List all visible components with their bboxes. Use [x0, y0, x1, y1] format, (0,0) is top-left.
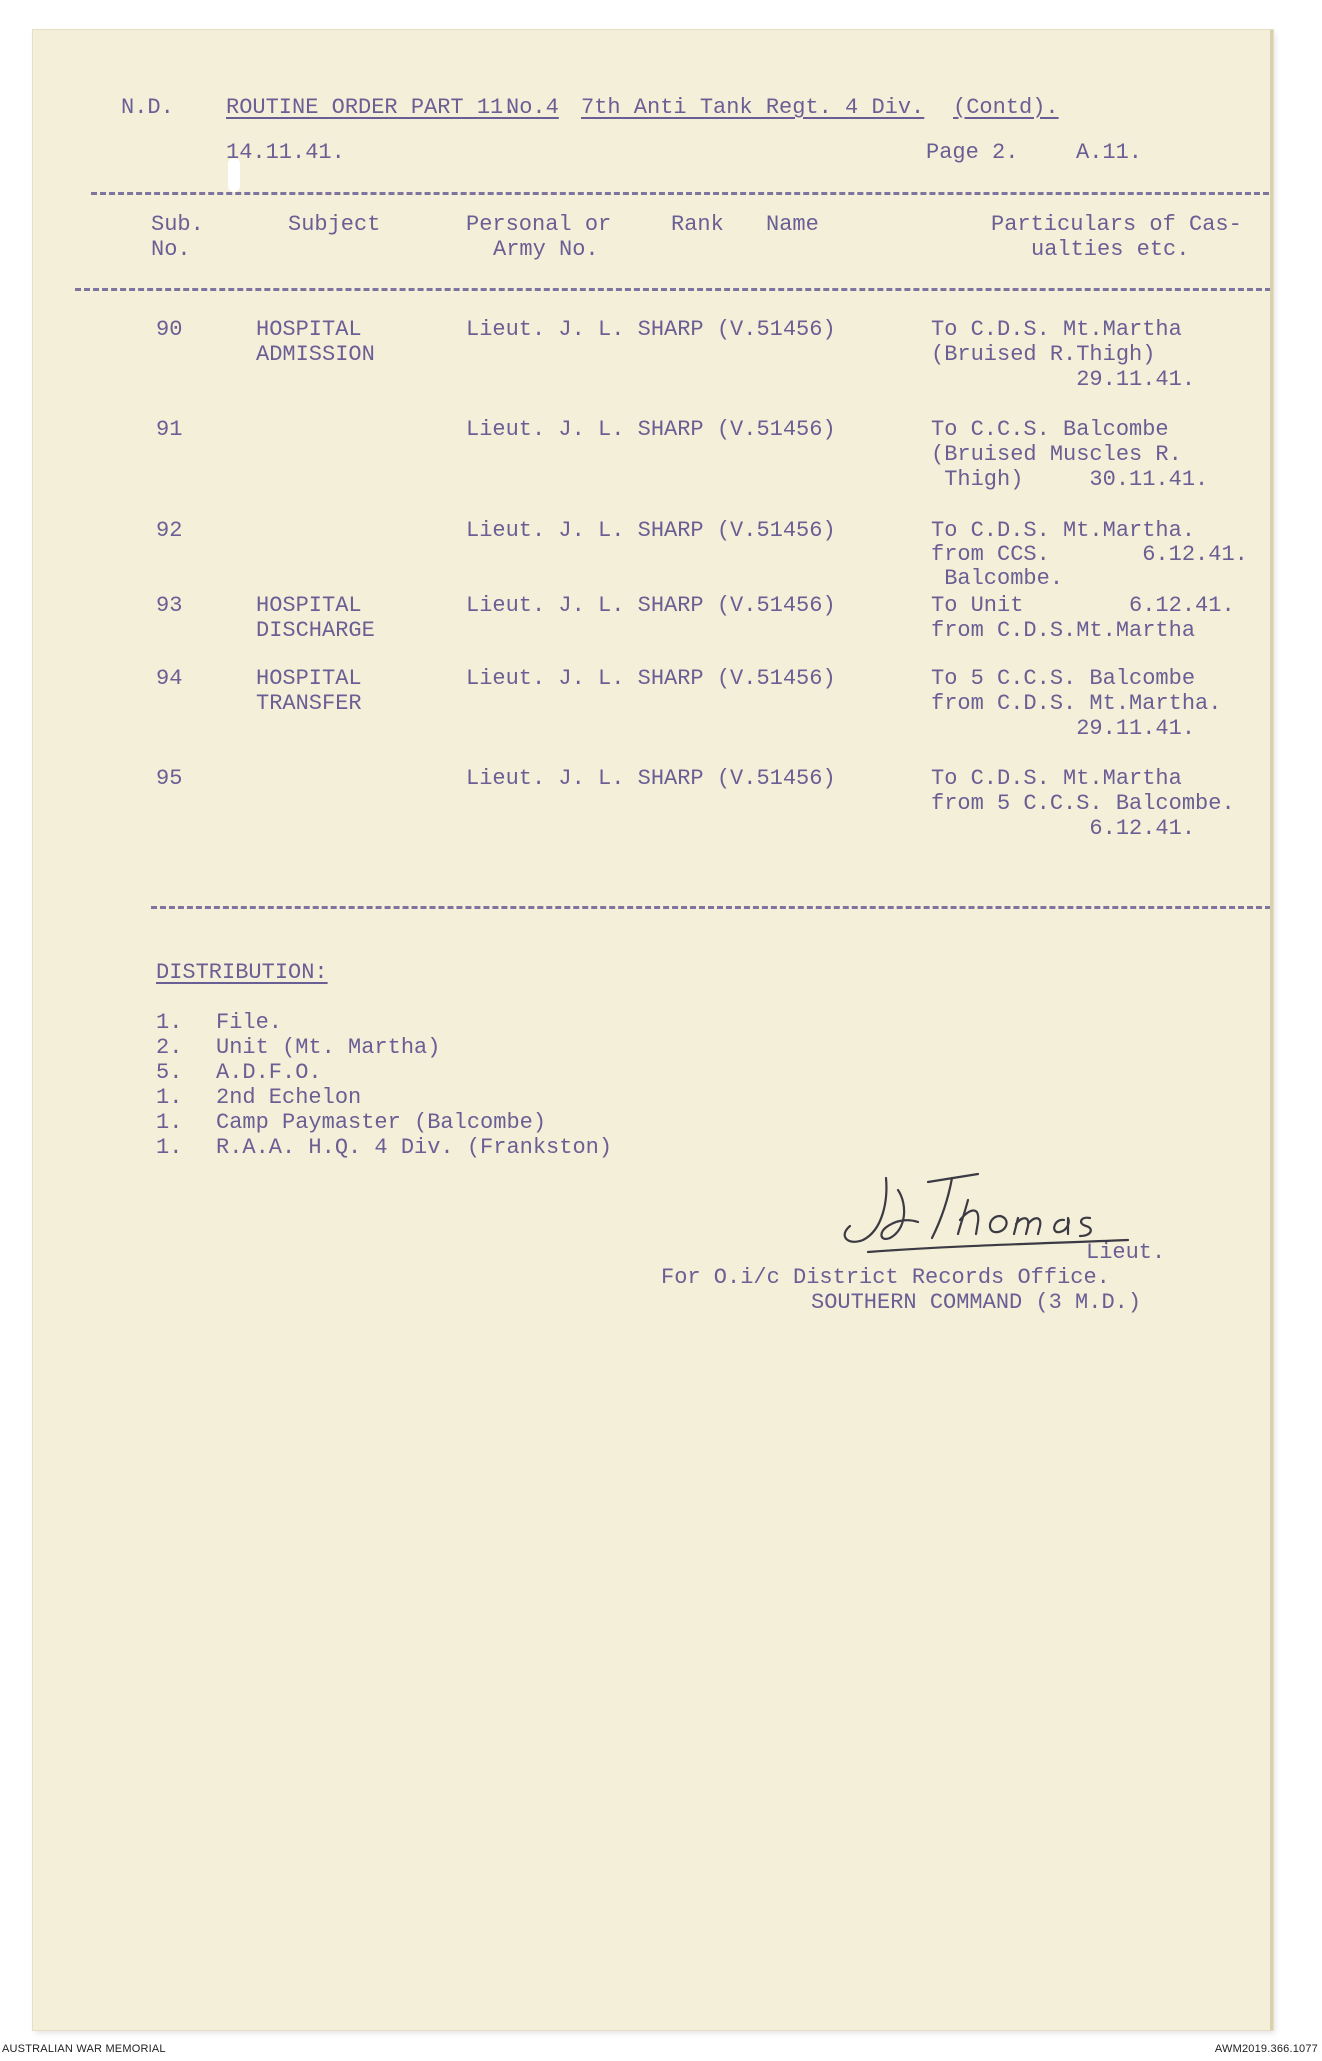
row-subject-line1: HOSPITAL: [256, 593, 362, 618]
row-person: Lieut. J. L. SHARP (V.51456): [466, 593, 836, 618]
row-person: Lieut. J. L. SHARP (V.51456): [466, 518, 836, 543]
footer-institution: AUSTRALIAN WAR MEMORIAL: [2, 2043, 166, 2055]
col-sub-no-2: No.: [151, 237, 191, 262]
row-particulars-line1: To C.D.S. Mt.Martha: [931, 766, 1182, 791]
row-number: 91: [156, 417, 183, 442]
header-page: Page 2.: [926, 140, 1019, 165]
row-particulars-line2: from C.D.S. Mt.Martha.: [931, 691, 1222, 716]
col-name: Name: [766, 212, 819, 237]
row-subject-line2: DISCHARGE: [256, 618, 375, 643]
col-sub-no-1: Sub.: [151, 212, 204, 237]
row-particulars-line1: To C.C.S. Balcombe: [931, 417, 1169, 442]
header-unit: 7th Anti Tank Regt. 4 Div.: [581, 95, 925, 120]
row-person: Lieut. J. L. SHARP (V.51456): [466, 766, 836, 791]
distribution-recipient: File.: [216, 1010, 283, 1035]
row-person: Lieut. J. L. SHARP (V.51456): [466, 666, 836, 691]
distribution-qty: 1.: [156, 1135, 183, 1160]
row-number: 92: [156, 518, 183, 543]
row-particulars-line3: Balcombe.: [931, 566, 1064, 591]
header-contd: (Contd).: [953, 95, 1059, 120]
footer-accession-number: AWM2019.366.1077: [1214, 2043, 1318, 2055]
col-personal-2: Army No.: [493, 237, 599, 262]
row-particulars-line1: To Unit 6.12.41.: [931, 593, 1235, 618]
distribution-qty: 1.: [156, 1085, 183, 1110]
distribution-recipient: A.D.F.O.: [216, 1060, 322, 1085]
row-number: 95: [156, 766, 183, 791]
distribution-qty: 1.: [156, 1010, 183, 1035]
signatory-office: For O.i/c District Records Office.: [661, 1265, 1110, 1290]
table-end-rule: [151, 906, 1271, 909]
row-subject-line1: HOSPITAL: [256, 666, 362, 691]
header-title: ROUTINE ORDER PART 11.: [226, 95, 517, 120]
row-particulars-line2: from 5 C.C.S. Balcombe.: [931, 791, 1235, 816]
distribution-recipient: 2nd Echelon: [216, 1085, 362, 1110]
distribution-recipient: Camp Paymaster (Balcombe): [216, 1110, 547, 1135]
row-number: 93: [156, 593, 183, 618]
col-particulars-1: Particulars of Cas-: [991, 212, 1242, 237]
col-particulars-2: ualties etc.: [1031, 237, 1190, 262]
row-person: Lieut. J. L. SHARP (V.51456): [466, 417, 836, 442]
distribution-qty: 1.: [156, 1110, 183, 1135]
col-subject: Subject: [288, 212, 381, 237]
document-sheet: [33, 30, 1273, 2030]
distribution-qty: 2.: [156, 1035, 183, 1060]
row-subject-line2: TRANSFER: [256, 691, 362, 716]
row-particulars-line2: (Bruised R.Thigh): [931, 342, 1156, 367]
row-particulars-line2: from C.D.S.Mt.Martha: [931, 618, 1196, 643]
row-particulars-line1: To C.D.S. Mt.Martha: [931, 317, 1182, 342]
row-particulars-line2: from CCS. 6.12.41.: [931, 542, 1248, 567]
col-rank: Rank: [671, 212, 724, 237]
header-order-no: No.4: [506, 95, 559, 120]
row-particulars-line3: 29.11.41.: [931, 367, 1196, 392]
col-personal-1: Personal or: [466, 212, 612, 237]
row-number: 90: [156, 317, 183, 342]
distribution-qty: 5.: [156, 1060, 183, 1085]
signatory-rank: Lieut.: [1086, 1240, 1166, 1265]
distribution-heading: DISTRIBUTION:: [156, 960, 328, 985]
row-particulars-line2: (Bruised Muscles R.: [931, 442, 1182, 467]
row-particulars-line1: To 5 C.C.S. Balcombe: [931, 666, 1196, 691]
row-subject-line2: ADMISSION: [256, 342, 375, 367]
header-ref: A.11.: [1076, 140, 1143, 165]
signatory-command: SOUTHERN COMMAND (3 M.D.): [811, 1290, 1142, 1315]
column-header-rule: [75, 288, 1271, 291]
header-date: 14.11.41.: [226, 140, 345, 165]
header-nd: N.D.: [121, 95, 174, 120]
row-particulars-line3: 6.12.41.: [931, 816, 1196, 841]
row-number: 94: [156, 666, 183, 691]
row-particulars-line3: Thigh) 30.11.41.: [931, 467, 1209, 492]
row-particulars-line3: 29.11.41.: [931, 716, 1196, 741]
header-rule: [91, 192, 1269, 195]
row-subject-line1: HOSPITAL: [256, 317, 362, 342]
row-particulars-line1: To C.D.S. Mt.Martha.: [931, 518, 1196, 543]
distribution-recipient: R.A.A. H.Q. 4 Div. (Frankston): [216, 1135, 613, 1160]
distribution-recipient: Unit (Mt. Martha): [216, 1035, 441, 1060]
row-person: Lieut. J. L. SHARP (V.51456): [466, 317, 836, 342]
